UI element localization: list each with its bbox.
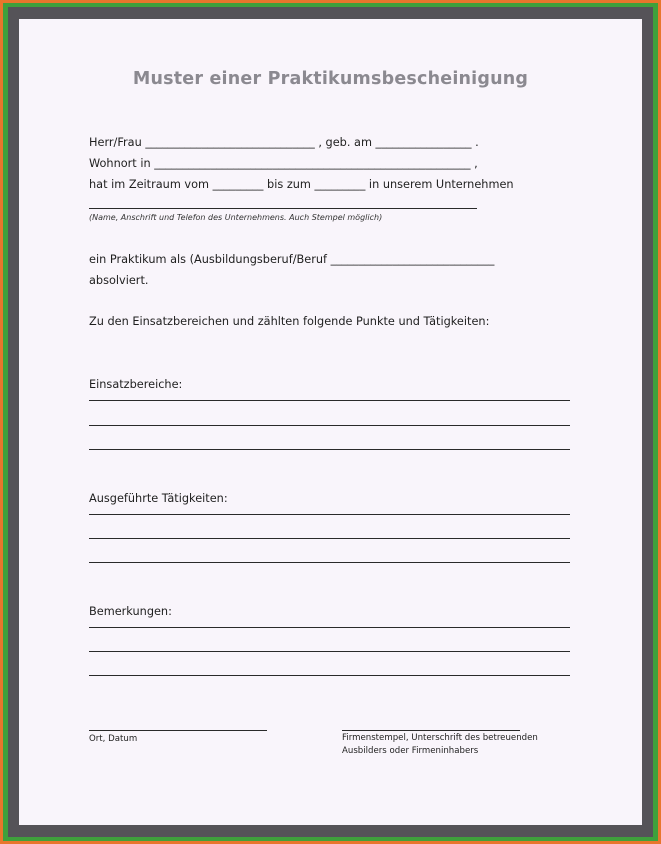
stamp-label-line-2: Ausbilders oder Firmeninhabers [342,746,479,756]
company-blank-line [89,208,477,209]
internship-line: ein Praktikum als (Ausbildungsberuf/Beruf _____________________________ [89,253,495,266]
document-sheet [19,19,642,825]
intro-line: Zu den Einsatzbereichen und zählten folgende Punkte und Tätigkeiten: [89,315,490,328]
activities-rule-3 [89,562,570,563]
activities-heading: Ausgeführte Tätigkeiten: [89,492,228,505]
remarks-heading: Bemerkungen: [89,605,172,618]
activities-rule-1 [89,514,570,515]
areas-rule-3 [89,449,570,450]
activities-rule-2 [89,538,570,539]
company-note: (Name, Anschrift und Telefon des Unternehmens. Auch Stempel möglich) [89,213,383,222]
document-title: Muster einer Praktikumsbescheinigung [132,69,529,89]
stamp-label-line-1: Firmenstempel, Unterschrift des betreuenden [342,733,538,743]
person-line: Herr/Frau ______________________________ , geb. am _________________ . [89,136,479,149]
areas-heading: Einsatzbereiche: [89,378,183,391]
residence-line: Wohnort in ________________________________________________________ , [89,157,478,170]
completed-line: absolviert. [89,274,149,287]
areas-rule-2 [89,425,570,426]
stamp-signature-line [342,730,520,731]
areas-rule-1 [89,400,570,401]
remarks-rule-1 [89,627,570,628]
remarks-rule-2 [89,651,570,652]
remarks-rule-3 [89,675,570,676]
place-date-label: Ort, Datum [89,734,138,744]
period-line: hat im Zeitraum vom _________ bis zum _________ in unserem Unternehmen [89,178,514,191]
place-date-signature-line [89,730,267,731]
